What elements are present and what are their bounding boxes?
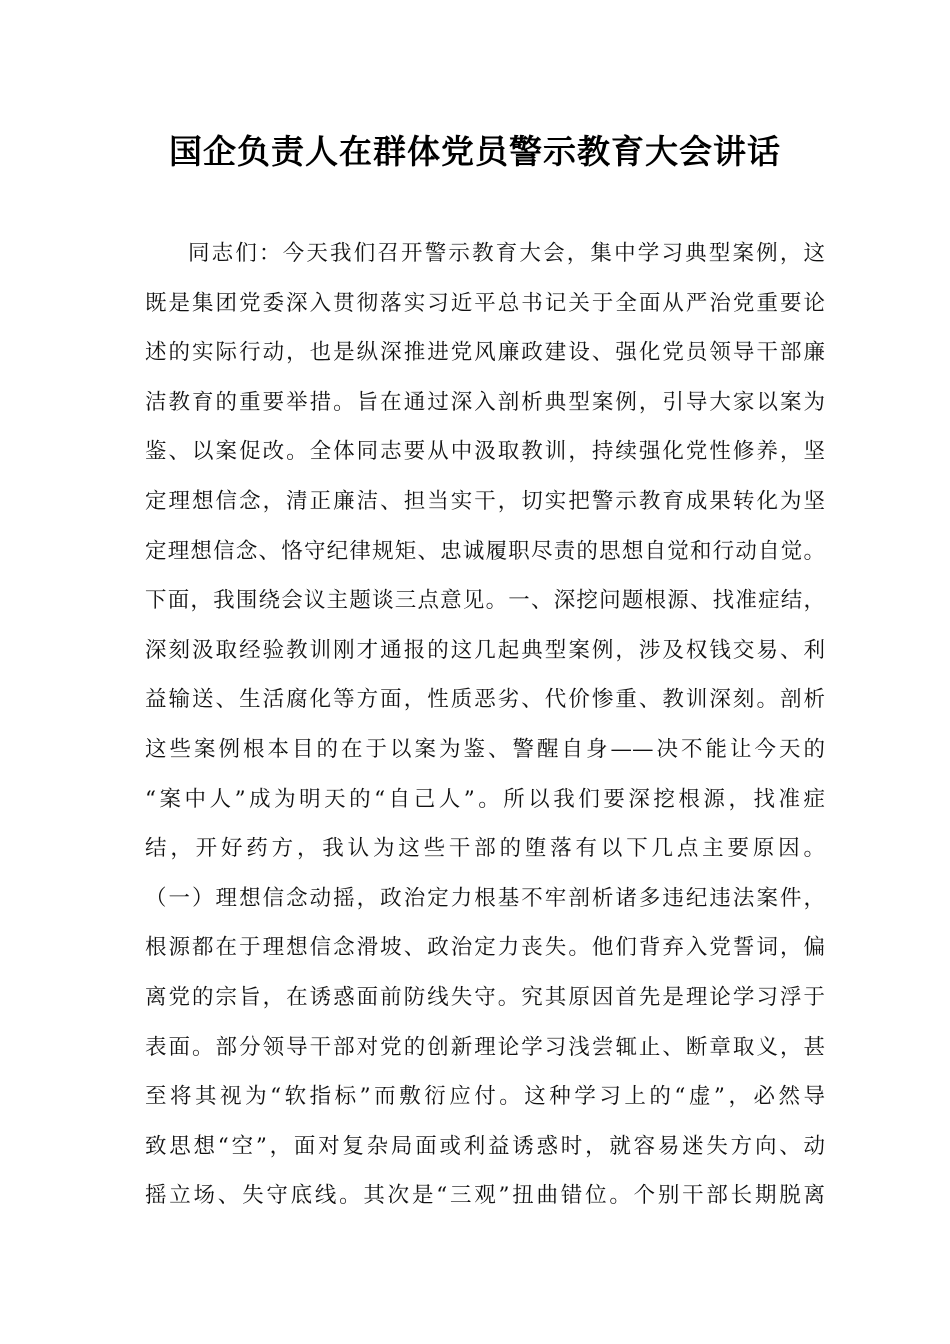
body-line: 这些案例根本目的在于以案为鉴、警醒自身——决不能让今天的 [145, 736, 825, 762]
body-line: 深刻汲取经验教训刚才通报的这几起典型案例，涉及权钱交易、利 [145, 637, 825, 663]
body-line: 离党的宗旨，在诱惑面前防线失守。究其原因首先是理论学习浮于 [145, 984, 825, 1010]
body-line: 鉴、以案促改。全体同志要从中汲取教训，持续强化党性修养，坚 [145, 439, 825, 465]
body-line: 述的实际行动，也是纵深推进党风廉政建设、强化党员领导干部廉 [145, 340, 825, 366]
body-line: 根源都在于理想信念滑坡、政治定力丧失。他们背弃入党誓词，偏 [145, 935, 825, 961]
document-body [145, 229, 825, 1221]
body-line: 洁教育的重要举措。旨在通过深入剖析典型案例，引导大家以案为 [145, 389, 825, 415]
body-line: 同志们：今天我们召开警示教育大会，集中学习典型案例，这 [188, 241, 825, 266]
body-line: 定理想信念、恪守纪律规矩、忠诚履职尽责的思想自觉和行动自觉。 [145, 538, 825, 564]
body-line: 至将其视为“软指标”而敷衍应付。这种学习上的“虚”，必然导 [145, 1084, 825, 1110]
body-line: “案中人”成为明天的“自己人”。所以我们要深挖根源，找准症 [145, 786, 825, 812]
body-line: （一）理想信念动摇，政治定力根基不牢剖析诸多违纪违法案件， [145, 885, 825, 911]
body-line: 结，开好药方，我认为这些干部的堕落有以下几点主要原因。 [145, 836, 825, 862]
body-line: 摇立场、失守底线。其次是“三观”扭曲错位。个别干部长期脱离 [145, 1183, 825, 1209]
body-line: 既是集团党委深入贯彻落实习近平总书记关于全面从严治党重要论 [145, 290, 825, 316]
body-line: 定理想信念，清正廉洁、担当实干，切实把警示教育成果转化为坚 [145, 488, 825, 514]
body-line: 下面，我围绕会议主题谈三点意见。一、深挖问题根源、找准症结， [145, 588, 825, 614]
document-title: 国企负责人在群体党员警示教育大会讲话 [169, 132, 781, 171]
body-line: 益输送、生活腐化等方面，性质恶劣、代价惨重、教训深刻。剖析 [145, 687, 825, 713]
body-line: 表面。部分领导干部对党的创新理论学习浅尝辄止、断章取义，甚 [145, 1034, 825, 1060]
body-line: 致思想“空”，面对复杂局面或利益诱惑时，就容易迷失方向、动 [145, 1133, 825, 1159]
